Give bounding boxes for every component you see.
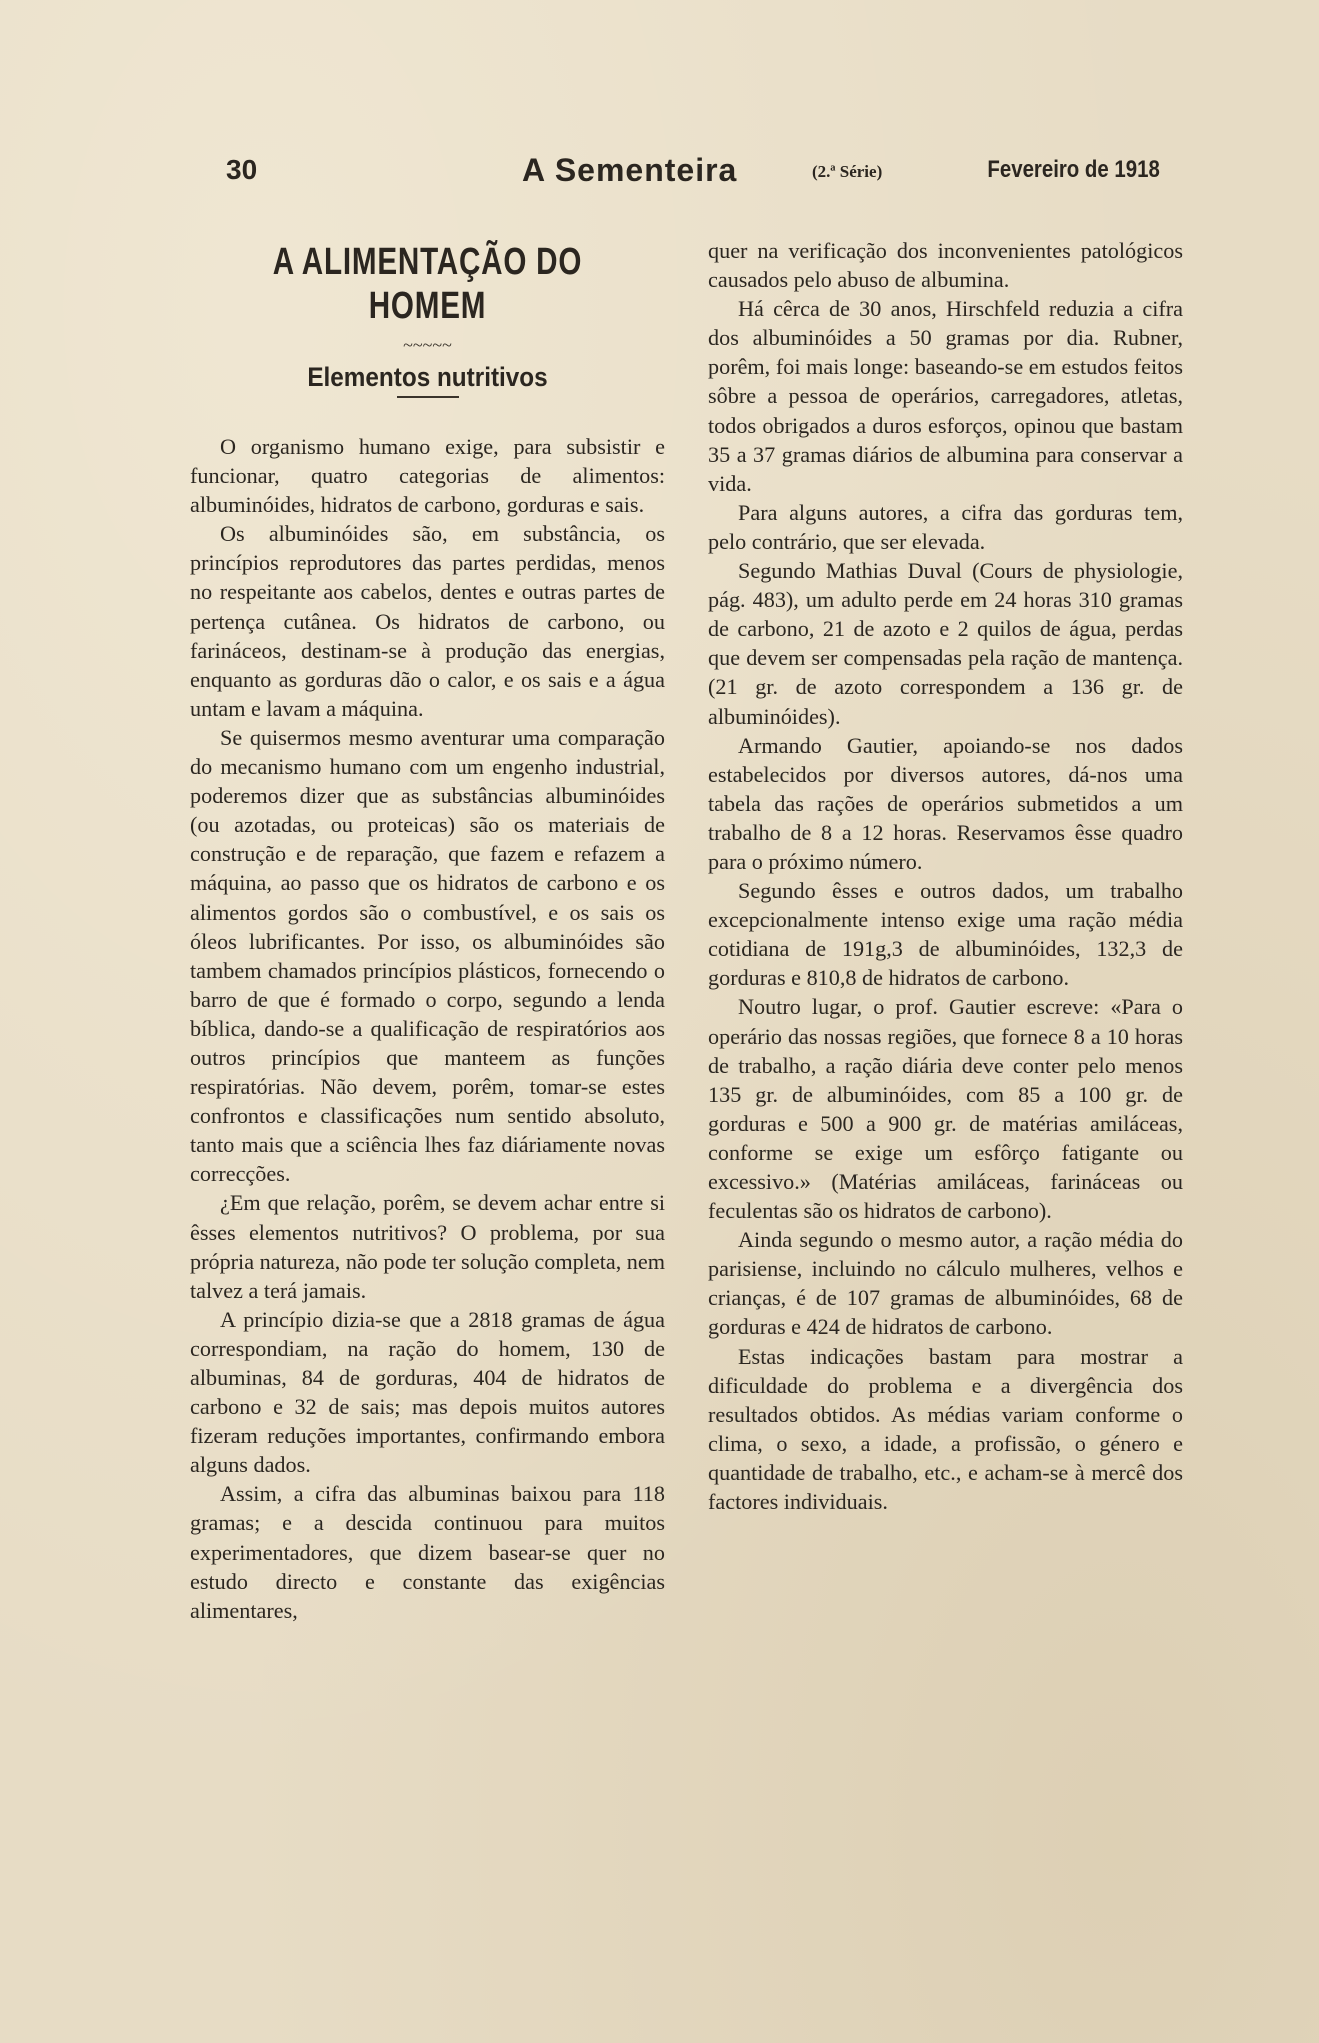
paragraph: Ainda segundo o mesmo autor, a ração média do parisiense, incluindo no cálculo mulheres, velhos e crianças, é de 107 gramas de albuminóides, 68 de gorduras e 424 de hidratos de carbono. [708,1227,1183,1340]
paragraph: Armando Gautier, apoiando-se nos dados estabelecidos por diversos autores, dá-nos uma tabela das rações de operários submetidos a um trabalho de 8 a 12 horas. Reservamos êsse quadro para o próximo número. [708,732,1183,874]
paragraph: Segundo Mathias Duval (Cours de physiologie, pág. 483), um adulto perde em 24 horas 310 gramas de carbono, 21 de azoto e 2 quilos de água, perdas que devem ser compensadas pela ração de mantença. (21 gr. de azoto correspondem a 136 gr. de albuminóides). [708,558,1183,729]
journal-name: A Sementeira [522,152,738,188]
paragraph: Os albuminóides são, em substância, os princípios reprodutores das partes perdidas, menos no respeitante aos cabelos, dentes e outras partes de pertença cutânea. Os hidratos de carbono, ou farináceos, destinam-se à produção das energias, enquanto as gorduras dão o calor, e os sais e a água untam e lavam a máquina. [190,521,665,721]
paragraph: Assim, a cifra das albuminas baixou para 118 gramas; e a descida continuou para muitos experimentadores, que dizem basear-se quer no estudo directo e constante das exigências alimentares, [190,1481,665,1623]
paragraph: Noutro lugar, o prof. Gautier escreve: «Para o operário das nossas regiões, que fornece 8 a 10 horas de trabalho, a ração diária deve conter pelo menos 135 gr. de albuminóides, com 85 a 100 gr. de gorduras e 500 a 900 gr. de matérias amiláceas, conforme se exige um esfôrço fatigante ou excessivo.» (Matérias amiláceas, farináceas ou feculentas são os hidratos de carbono). [708,994,1183,1224]
left-column [190,240,665,1625]
paragraph: A princípio dizia-se que a 2818 gramas de água correspondiam, na ração do homem, 130 de albuminas, 84 de gorduras, 404 de hidratos de carbono e 32 de sais; mas depois muitos autores fizeram reduções importantes, confirmando embora alguns dados. [190,1306,665,1478]
paragraph: Se quisermos mesmo aventurar uma comparação do mecanismo humano com um engenho industrial, poderemos dizer que as substâncias albuminóides (ou azotadas, ou proteicas) são os materiais de construção e de reparação, que fazem e refazem a máquina, ao passo que os hidratos de carbono e os alimentos gordos são o combustível, e os sais os óleos lubrificantes. Por isso, os albuminóides são tambem chamados princípios plásticos, fornecendo o barro de que é formado o corpo, segundo a lenda bíblica, dando-se a qualificação de respiratórios aos outros princípios que manteem as funções respiratórias. Não devem, porêm, tomar-se estes confrontos e classificações num sentido absoluto, tanto mais que a sciência lhes faz diáriamente novas correcções. [190,724,665,1187]
paragraph: Segundo êsses e outros dados, um trabalho excepcionalmente intenso exige uma ração média cotidiana de 191g,3 de albuminóides, 132,3 de gorduras e 810,8 de hidratos de carbono. [708,878,1183,991]
paragraph: Estas indicações bastam para mostrar a dificuldade do problema e a divergência dos resultados obtidos. As médias variam conforme o clima, o sexo, a idade, a profissão, o género e quantidade de trabalho, etc., e acham-se à mercê dos factores individuais. [708,1343,1183,1515]
page-header [222,150,1162,190]
paragraph: ¿Em que relação, porêm, se devem achar entre si êsses elementos nutritivos? O problema, por sua própria natureza, não pode ter solução completa, nem talvez a terá jamais. [190,1190,665,1303]
paragraph: quer na verificação dos inconvenientes patológicos causados pelo abuso de albumina. [708,238,1183,293]
issue-date: Fevereiro de 1918 [987,156,1160,183]
paragraph: Para alguns autores, a cifra das gorduras tem, pelo contrário, que ser elevada. [708,499,1183,554]
title-flourish: ~~~~~ [403,335,452,355]
paragraph: O organismo humano exige, para subsistir e funcionar, quatro categorias de alimentos: albuminóides, hidratos de carbono, gorduras e sais. [190,434,665,518]
subtitle-rule [397,396,459,398]
right-column [708,236,1183,1516]
article-subtitle: Elementos nutritivos [307,362,548,392]
series-label: (2.ª Série) [812,162,883,181]
article-title: A ALIMENTAÇÃO DO HOMEM [272,241,583,327]
paragraph: Há cêrca de 30 anos, Hirschfeld reduzia a cifra dos albuminóides a 50 gramas por dia. Rubner, porêm, foi mais longe: baseando-se em estudos feitos sôbre a pessoa de operários, carregadores, atletas, todos obrigados a duros esforços, opinou que bastam 35 a 37 gramas diários de albumina para conservar a vida. [708,296,1183,496]
page-number: 30 [226,154,258,185]
